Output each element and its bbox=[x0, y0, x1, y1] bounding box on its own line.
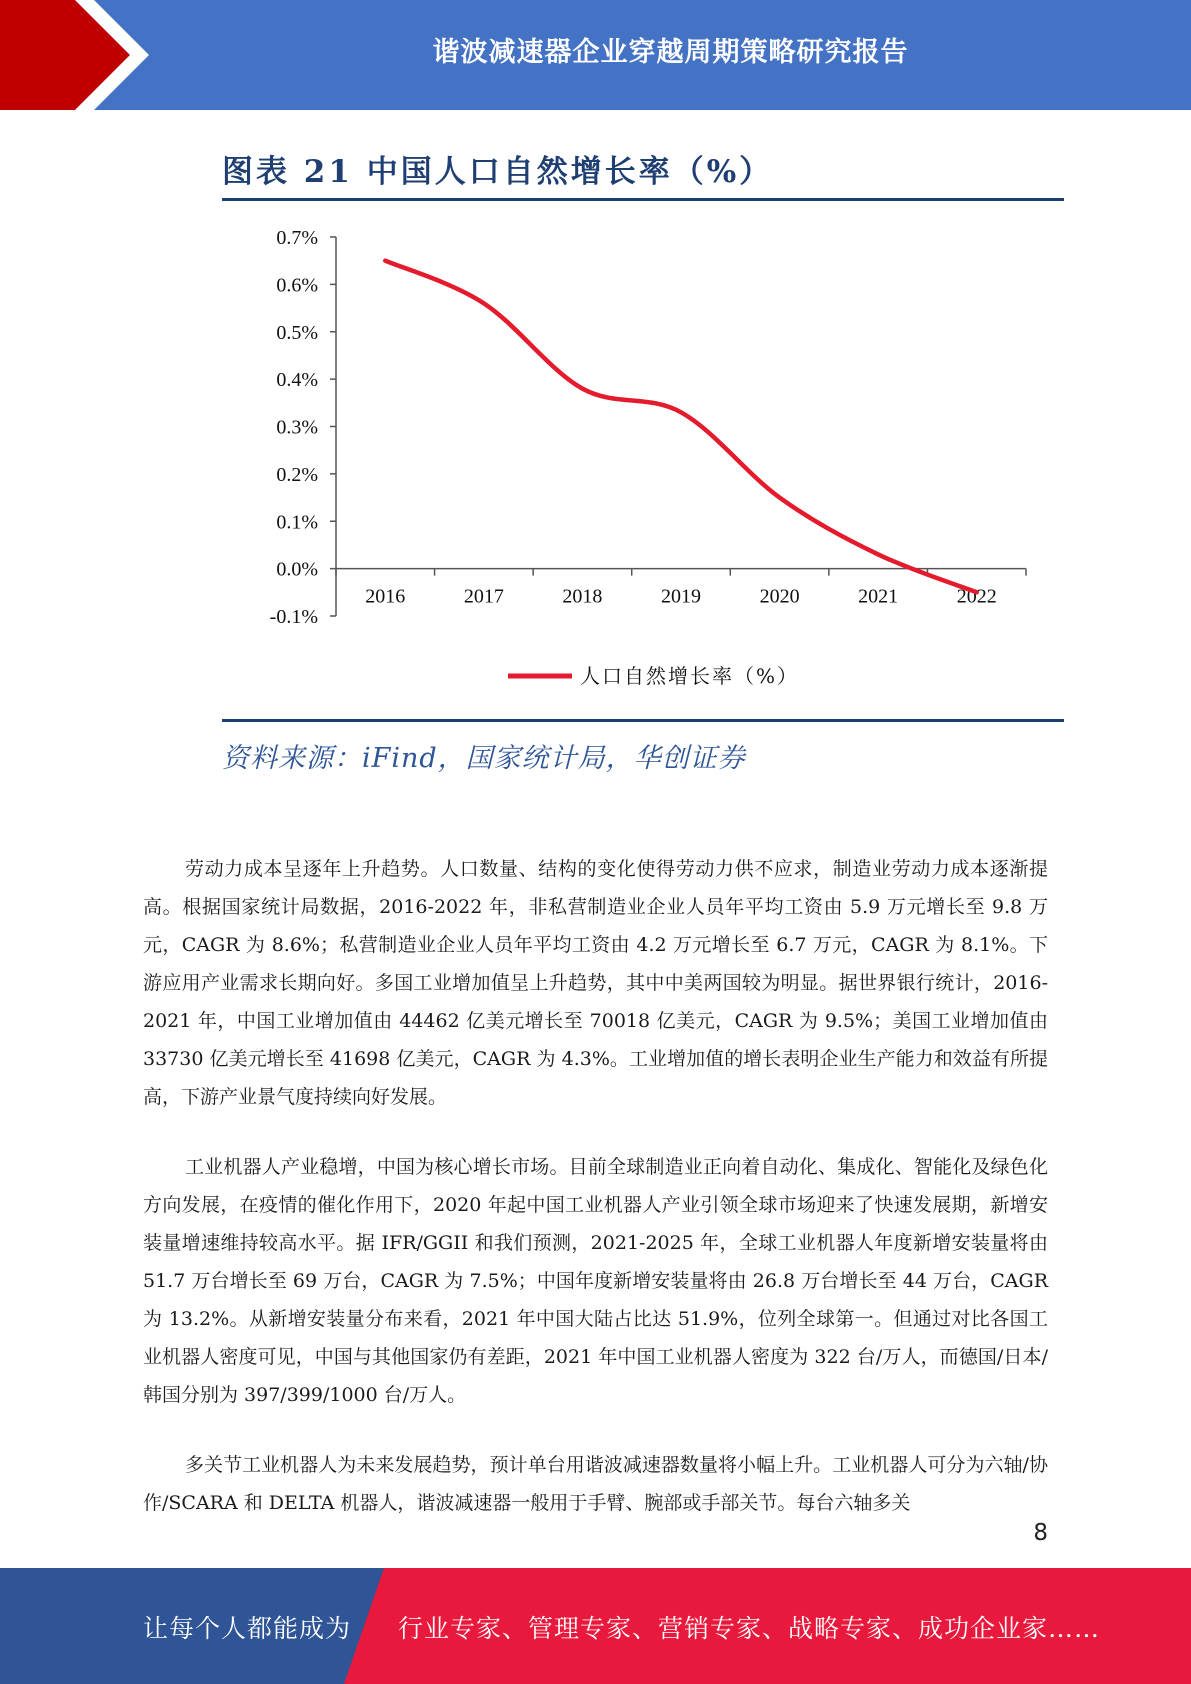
legend-label: 人口自然增长率（%） bbox=[580, 664, 800, 688]
x-tick-label: 2022 bbox=[956, 585, 997, 608]
y-tick-label: -0.1% bbox=[269, 606, 318, 628]
y-tick-labels bbox=[270, 227, 318, 628]
y-tick-label: 0.0% bbox=[276, 558, 318, 581]
chart-legend bbox=[508, 664, 799, 688]
y-tick-label: 0.7% bbox=[276, 227, 318, 249]
y-tick-label: 0.3% bbox=[276, 416, 318, 439]
x-tick-label: 2017 bbox=[463, 585, 504, 608]
line-chart bbox=[0, 0, 1191, 720]
page-number: 8 bbox=[1033, 1520, 1048, 1546]
chart-series bbox=[383, 259, 978, 595]
x-tick-label: 2020 bbox=[759, 585, 800, 608]
figure-bottom-rule bbox=[222, 719, 1064, 722]
y-tick-label: 0.5% bbox=[276, 321, 318, 344]
figure-source: 资料来源：iFind，国家统计局，华创证券 bbox=[222, 743, 746, 774]
footer-slogan-left: 让每个人都能成为 bbox=[143, 1614, 352, 1643]
paragraph-labor-cost: 劳动力成本呈逐年上升趋势。人口数量、结构的变化使得劳动力供不应求，制造业劳动力成本逐渐提高。根据国家统计局数据，2016-2022 年，非私营制造业企业人员年平均工资由 5.9 万元增长至 9.8 万元，CAGR 为 8.6%；私营制造业企业人员年平均工资由 4.2 万元增长至 6.7 万元，CAGR 为 8.1%。下游应用产业需求长期向好。多国工业增加值呈上升趋势，其中中美两国较为明显。据世界银行统计，2016-2021 年，中国工业增加值由 44462 亿美元增长至 70018 亿美元，CAGR 为 9.5%；美国工业增加值由 33730 亿美元增长至 41698 亿美元，CAGR 为 4.3%。工业增加值的增长表明企业生产能力和效益有所提高，下游产业景气度持续向好发展。 bbox=[143, 858, 1048, 1108]
x-tick-label: 2021 bbox=[858, 585, 899, 608]
footer-slogan-right: 行业专家、管理专家、营销专家、战略专家、成功企业家…… bbox=[398, 1614, 1101, 1643]
y-tick-label: 0.6% bbox=[276, 274, 318, 297]
y-tick-label: 0.2% bbox=[276, 463, 318, 486]
paragraph-robot-industry: 工业机器人产业稳增，中国为核心增长市场。目前全球制造业正向着自动化、集成化、智能化及绿色化方向发展，在疫情的催化作用下，2020 年起中国工业机器人产业引领全球市场迎来了快速发展期，新增安装量增速维持较高水平。据 IFR/GGII 和我们预测，2021-2025 年，全球工业机器人年度新增安装量将由 51.7 万台增长至 69 万台，CAGR 为 7.5%；中国年度新增安装量将由 26.8 万台增长至 44 万台，CAGR 为 13.2%。从新增安装量分布来看，2021 年中国大陆占比达 51.9%，位列全球第一。但通过对比各国工业机器人密度可见，中国与其他国家仍有差距，2021 年中国工业机器人密度为 322 台/万人，而德国/日本/韩国分别为 397/399/1000 台/万人。 bbox=[143, 1156, 1048, 1406]
chart-axes bbox=[330, 237, 1026, 616]
y-tick-label: 0.1% bbox=[276, 511, 318, 534]
series-line bbox=[385, 261, 976, 593]
paragraph-multi-joint: 多关节工业机器人为未来发展趋势，预计单台用谐波减速器数量将小幅上升。工业机器人可分为六轴/协作/SCARA 和 DELTA 机器人，谐波减速器一般用于手臂、腕部或手部关节。每台六轴多关 bbox=[143, 1454, 1048, 1514]
figure-title: 图表 21 中国人口自然增长率（%） bbox=[222, 154, 774, 190]
x-tick-label: 2019 bbox=[661, 585, 701, 608]
y-tick-label: 0.4% bbox=[276, 369, 318, 392]
x-tick-label: 2018 bbox=[562, 585, 603, 608]
header-title: 谐波减速器企业穿越周期策略研究报告 bbox=[432, 37, 909, 68]
x-tick-label: 2016 bbox=[365, 585, 406, 608]
x-tick-labels bbox=[365, 586, 996, 608]
